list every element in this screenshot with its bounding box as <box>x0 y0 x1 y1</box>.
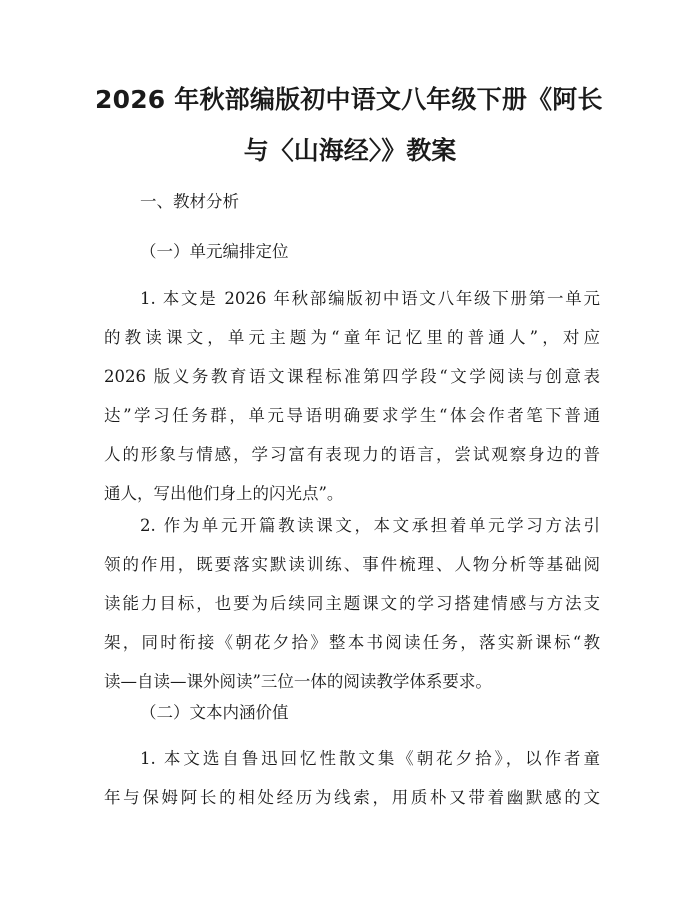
document-title-line-2: 与〈山海经〉》教案 <box>243 136 457 165</box>
section-heading-textbook-analysis: 一、教材分析 <box>140 192 239 211</box>
subsection-heading-unit-arrangement: （一）单元编排定位 <box>140 242 289 261</box>
paragraph-line: 1. 本文是 2026 年秋部编版初中语文八年级下册第一单元 <box>140 289 600 308</box>
paragraph-line: 年与保姆阿长的相处经历为线索，用质朴又带着幽默感的文 <box>104 788 600 807</box>
paragraph-line: 读—自读—课外阅读”三位一体的阅读教学体系要求。 <box>104 672 492 691</box>
paragraph-line: 读能力目标，也要为后续同主题课文的学习搭建情感与方法支 <box>104 594 600 613</box>
paragraph-lead-role <box>104 506 600 701</box>
paragraph-text-source <box>104 739 600 817</box>
document-title-line-1: 2026 年秋部编版初中语文八年级下册《阿长 <box>95 85 603 114</box>
paragraph-line: 2026 版义务教育语文课程标准第四学段“文学阅读与创意表 <box>104 367 600 386</box>
paragraph-line: 的教读课文，单元主题为“童年记忆里的普通人”，对应 <box>104 328 600 347</box>
subsection-heading-text-value: （二）文本内涵价值 <box>140 703 289 722</box>
paragraph-line: 2. 作为单元开篇教读课文，本文承担着单元学习方法引 <box>140 516 600 535</box>
paragraph-line: 架，同时衔接《朝花夕拾》整本书阅读任务，落实新课标“教 <box>104 633 600 652</box>
paragraph-line: 领的作用，既要落实默读训练、事件梳理、人物分析等基础阅 <box>104 555 600 574</box>
paragraph-line: 人的形象与情感，学习富有表现力的语言，尝试观察身边的普 <box>104 445 600 464</box>
paragraph-line: 通人，写出他们身上的闪光点”。 <box>104 484 344 503</box>
paragraph-unit-positioning <box>104 279 600 513</box>
paragraph-line: 1. 本文选自鲁迅回忆性散文集《朝花夕拾》，以作者童 <box>140 749 600 768</box>
paragraph-line: 达”学习任务群，单元导语明确要求学生“体会作者笔下普通 <box>104 406 600 425</box>
